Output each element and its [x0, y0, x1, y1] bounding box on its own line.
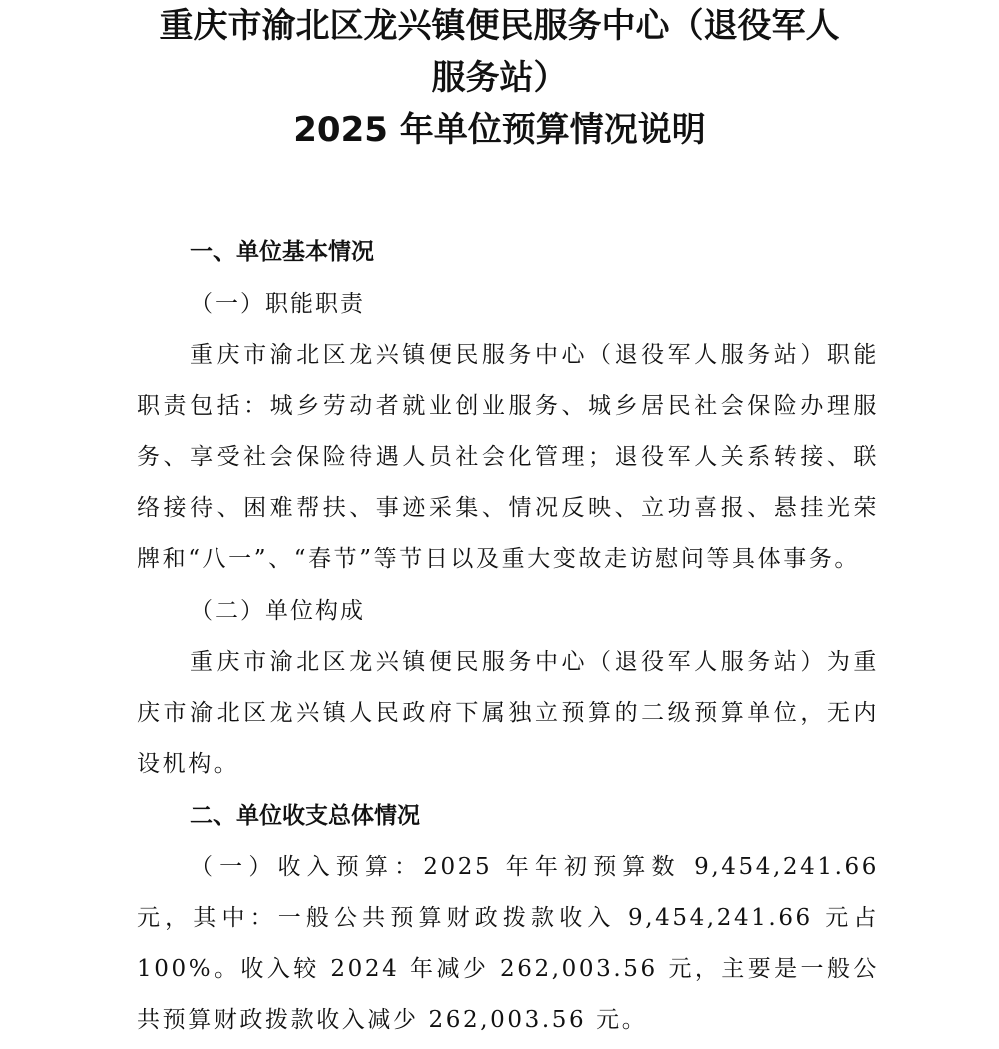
paragraph-duties: 重庆市渝北区龙兴镇便民服务中心（退役军人服务站）职能职责包括：城乡劳动者就业创业服务、城乡居民社会保险办理服务、享受社会保险待遇人员社会化管理；退役军人关系转接、联络接待、困难帮扶、事迹采集、情况反映、立功喜报、悬挂光荣牌和“八一”、“春节”等节日以及重大变故走访慰问等具体事务。 — [137, 342, 879, 572]
title-spacer — [0, 156, 999, 226]
paragraph-composition: 重庆市渝北区龙兴镇便民服务中心（退役军人服务站）为重庆市渝北区龙兴镇人民政府下属独立预算的二级预算单位，无内设机构。 — [137, 649, 879, 777]
document-title-line-2: 服务站） — [431, 58, 568, 98]
document-title-line-1: 重庆市渝北区龙兴镇便民服务中心（退役军人 — [159, 6, 840, 46]
section-heading-basic-info: 一、单位基本情况 — [190, 239, 374, 265]
subsection-heading-duties: （一）职能职责 — [190, 291, 365, 317]
section-heading-budget-overview: 二、单位收支总体情况 — [190, 803, 420, 829]
paragraph-income-budget: （一）收入预算：2025 年年初预算数 9,454,241.66 元，其中：一般公共预算财政拨款收入 9,454,241.66 元占 100%。收入较 2024 年减少 262,003.56 元，主要是一般公共预算财政拨款收入减少 262,003.56 元。 — [137, 854, 879, 1033]
subsection-heading-composition: （二）单位构成 — [190, 598, 365, 624]
document-title-line-3: 2025 年单位预算情况说明 — [293, 110, 706, 150]
